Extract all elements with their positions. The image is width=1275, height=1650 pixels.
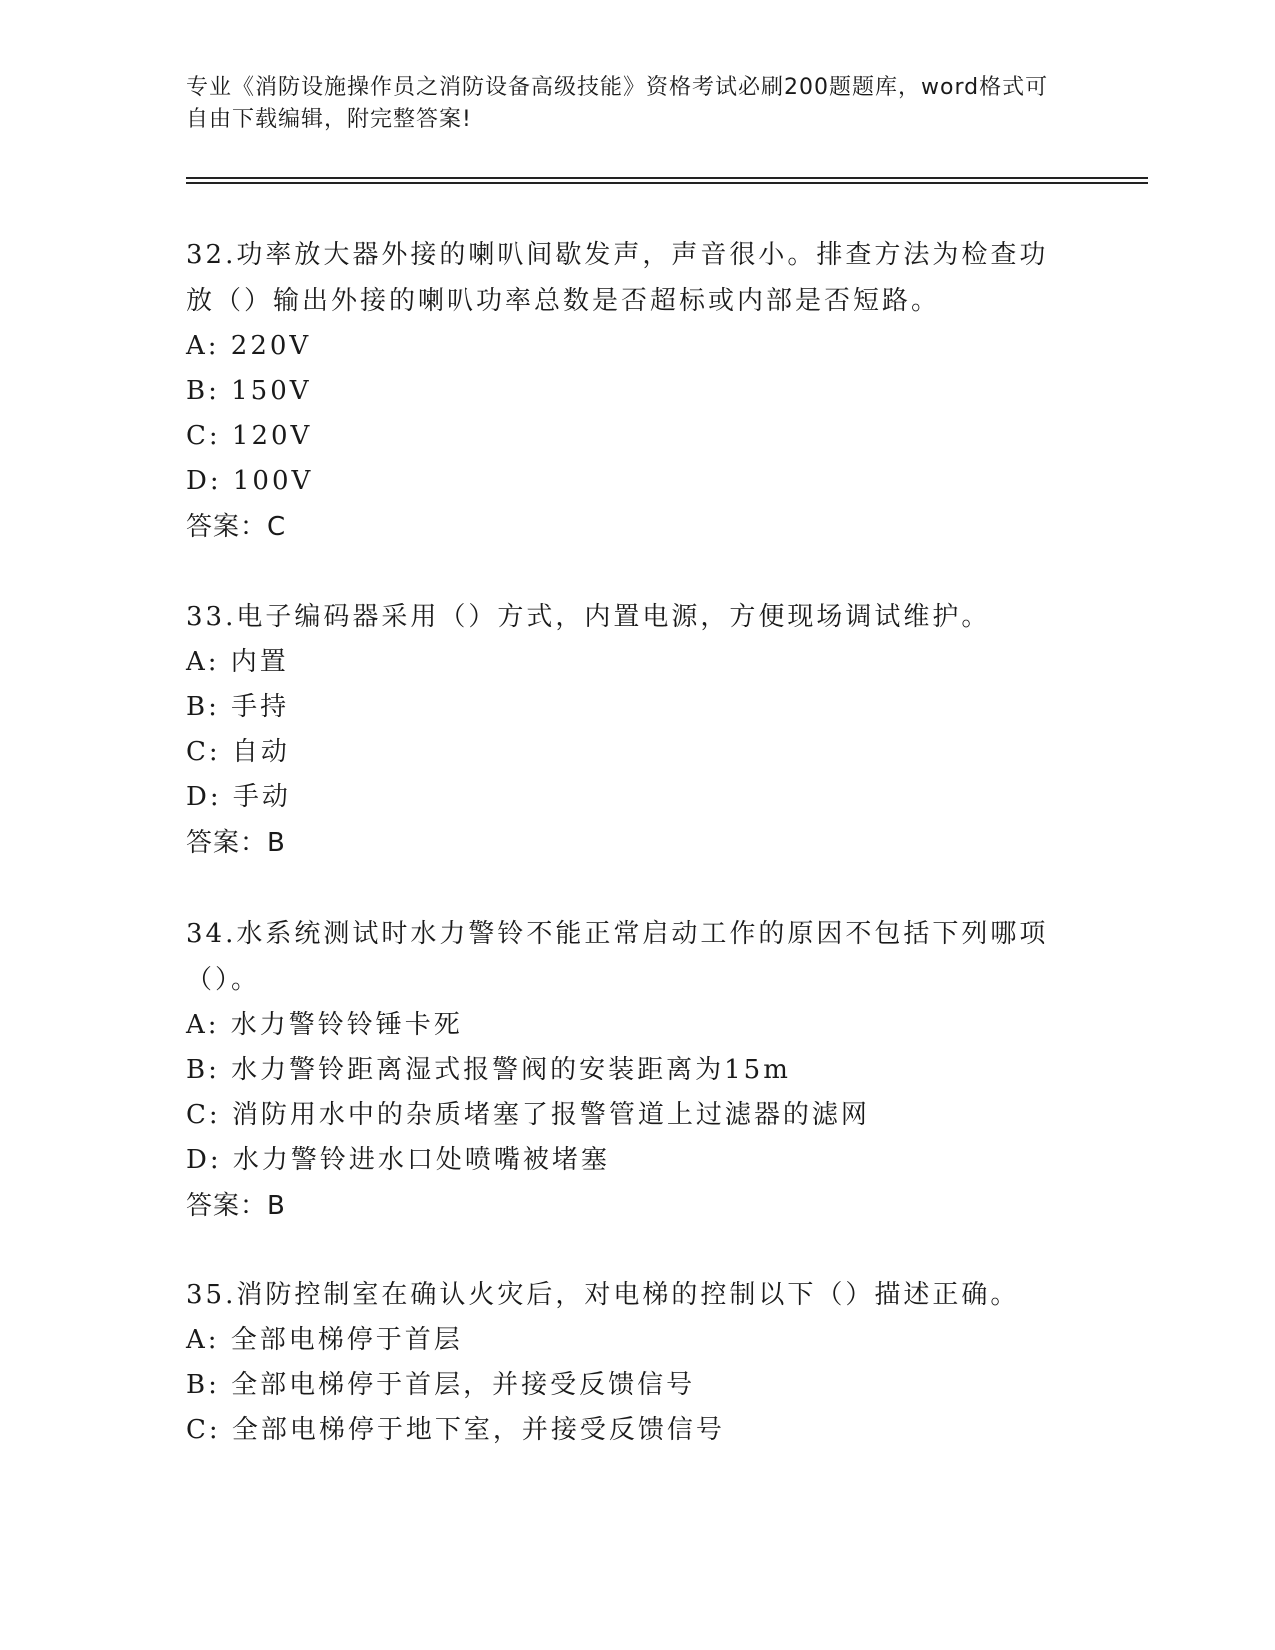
question-stem: 33.电子编码器采用（）方式，内置电源，方便现场调试维护。 bbox=[186, 602, 991, 632]
option-b: B: 全部电梯停于首层，并接受反馈信号 bbox=[186, 1370, 696, 1400]
option-a: A: 内置 bbox=[186, 647, 289, 677]
answer: 答案：B bbox=[186, 1191, 286, 1221]
option-a: A: 水力警铃铃锤卡死 bbox=[186, 1010, 463, 1040]
option-d: D: 100V bbox=[186, 466, 314, 496]
question-34 bbox=[186, 911, 1066, 1229]
option-c: C: 全部电梯停于地下室，并接受反馈信号 bbox=[186, 1415, 725, 1445]
answer: 答案：C bbox=[186, 512, 287, 542]
option-a: A: 全部电梯停于首层 bbox=[186, 1325, 463, 1355]
question-35 bbox=[186, 1272, 1066, 1453]
document-header: 专业《消防设施操作员之消防设备高级技能》资格考试必刷200题题库，word格式可自由下载编辑，附完整答案! bbox=[186, 75, 1049, 132]
option-d: D: 手动 bbox=[186, 782, 291, 812]
question-32 bbox=[186, 232, 1066, 550]
option-a: A: 220V bbox=[186, 331, 312, 361]
header-divider-top bbox=[186, 177, 1148, 179]
question-stem: 35.消防控制室在确认火灾后，对电梯的控制以下（）描述正确。 bbox=[186, 1280, 1020, 1310]
header-divider-bottom bbox=[186, 182, 1148, 184]
option-c: C: 自动 bbox=[186, 737, 290, 767]
answer: 答案：B bbox=[186, 828, 286, 858]
option-c: C: 120V bbox=[186, 421, 313, 451]
question-33 bbox=[186, 594, 1066, 866]
option-b: B: 150V bbox=[186, 376, 312, 406]
option-c: C: 消防用水中的杂质堵塞了报警管道上过滤器的滤网 bbox=[186, 1100, 870, 1130]
option-b: B: 水力警铃距离湿式报警阀的安装距离为15m bbox=[186, 1055, 791, 1085]
question-stem: 32.功率放大器外接的喇叭间歇发声，声音很小。排查方法为检查功放（）输出外接的喇叭功率总数是否超标或内部是否短路。 bbox=[186, 240, 1049, 316]
question-stem: 34.水系统测试时水力警铃不能正常启动工作的原因不包括下列哪项（）。 bbox=[186, 919, 1049, 995]
option-d: D: 水力警铃进水口处喷嘴被堵塞 bbox=[186, 1145, 610, 1175]
option-b: B: 手持 bbox=[186, 692, 290, 722]
